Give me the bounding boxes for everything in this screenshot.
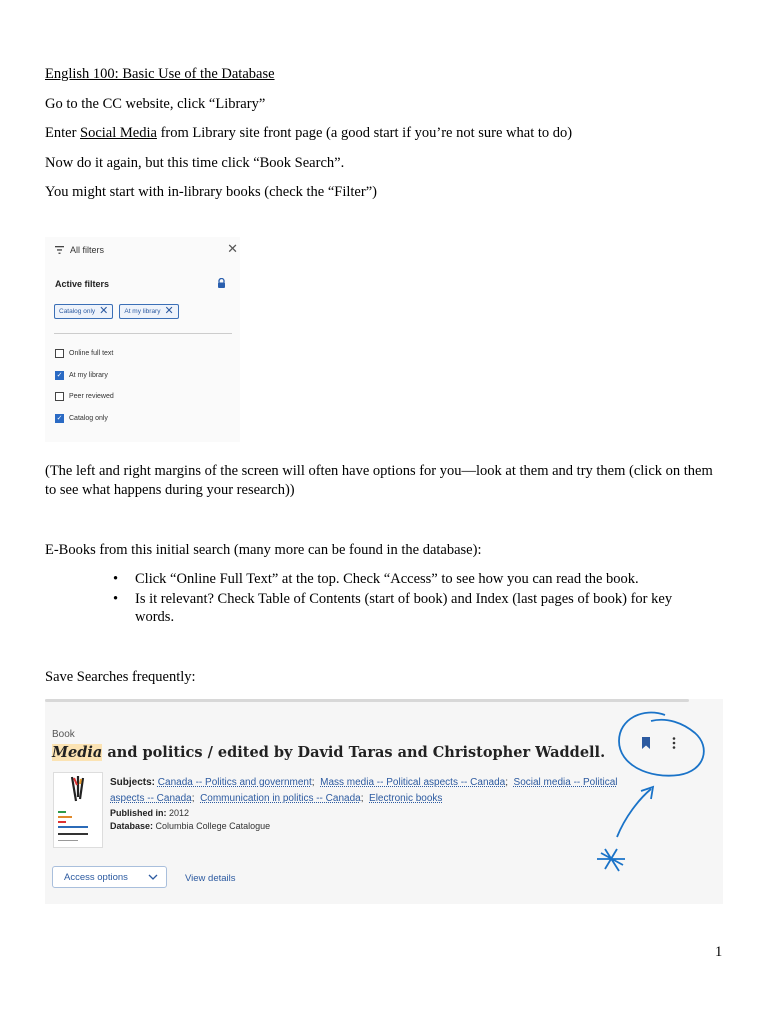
book-cover-image — [53, 772, 103, 848]
cover-stripe — [58, 816, 72, 818]
cover-art-icon — [68, 775, 88, 805]
filter-option-catalog-only[interactable] — [55, 414, 108, 423]
subjects-label: Subjects: — [110, 777, 156, 788]
filter-chip-catalog-only[interactable] — [54, 304, 113, 319]
filter-icon — [55, 246, 64, 254]
divider — [45, 699, 689, 702]
bullet-icon: • — [113, 591, 119, 607]
document-heading: English 100: Basic Use of the Database — [45, 66, 275, 82]
close-icon[interactable]: ✕ — [227, 241, 238, 256]
cover-stripe — [58, 826, 88, 828]
instruction-library: Go to the CC website, click “Library” — [45, 96, 266, 112]
filter-option-label: Peer reviewed — [69, 393, 114, 400]
active-filters-label: Active filters — [55, 279, 110, 289]
margins-paragraph: (The left and right margins of the screen will often have options for you—look at them and try them (click on them to see what happens during your research)) — [45, 463, 713, 498]
ebooks-intro: E-Books from this initial search (many more can be found in the database): — [45, 542, 482, 558]
divider — [54, 333, 232, 334]
subject-link[interactable]: Communication in politics -- Canada — [200, 793, 361, 804]
bookmark-icon[interactable] — [641, 737, 651, 749]
filter-chip-label: At my library — [124, 308, 161, 315]
database-row — [110, 820, 630, 833]
view-details-link[interactable]: View details — [185, 873, 236, 884]
list-item-text: Is it relevant? Check Table of Contents (start of book) and Index (last pages of book) for key words. — [135, 591, 673, 625]
filter-chip-at-my-library[interactable] — [119, 304, 178, 319]
subject-link[interactable]: Mass media -- Political aspects -- Canada — [320, 777, 506, 788]
cover-stripe — [58, 840, 78, 841]
bullet-icon: • — [113, 571, 119, 587]
checkbox-checked[interactable]: ✓ — [56, 415, 63, 422]
result-title[interactable] — [52, 744, 605, 761]
published-label: Published in: — [110, 808, 167, 818]
close-icon[interactable]: ✕ — [99, 305, 109, 317]
filter-option-peer-reviewed[interactable] — [55, 392, 114, 401]
instruction-enter-suffix: from Library site front page (a good start if you’re not sure what to do) — [156, 125, 573, 141]
filter-chip-label: Catalog only — [59, 308, 96, 315]
filter-option-label: Catalog only — [69, 415, 108, 422]
list-item — [113, 590, 713, 626]
instruction-filter: You might start with in-library books (check the “Filter”) — [45, 184, 377, 200]
filter-option-label: At my library — [69, 372, 108, 379]
checkbox[interactable] — [55, 349, 64, 358]
search-result-screenshot — [45, 699, 723, 904]
filter-option-label: Online full text — [69, 350, 114, 357]
instruction-book-search: Now do it again, but this time click “Book Search”. — [45, 155, 345, 171]
filters-title: All filters — [70, 245, 105, 255]
checkbox-checked[interactable]: ✓ — [56, 372, 63, 379]
cover-stripe — [58, 833, 88, 835]
list-item-text: Click “Online Full Text” at the top. Check “Access” to see how you can read the book. — [135, 571, 639, 587]
subject-link[interactable]: Social media -- Political aspects -- Canada — [110, 777, 618, 804]
subject-link[interactable]: Electronic books — [369, 793, 443, 804]
list-item — [113, 570, 713, 588]
filter-option-online-full-text[interactable] — [55, 349, 113, 358]
checkbox[interactable] — [55, 392, 64, 401]
access-options-button[interactable] — [52, 866, 167, 888]
lock-icon — [217, 278, 226, 288]
filter-option-at-my-library[interactable] — [55, 371, 108, 380]
instruction-enter-term: Social Media — [80, 125, 157, 141]
more-options-icon[interactable] — [672, 737, 676, 749]
active-filter-chips — [54, 304, 179, 319]
cover-stripe — [58, 821, 66, 823]
result-type: Book — [52, 729, 75, 740]
result-title-highlight: Media — [52, 744, 103, 761]
chevron-down-icon — [148, 874, 158, 880]
subject-link[interactable]: Canada -- Politics and government — [157, 777, 312, 788]
instruction-enter-prefix: Enter — [45, 125, 81, 141]
ebooks-bullet-list — [113, 570, 713, 628]
close-icon[interactable]: ✕ — [164, 305, 174, 317]
filters-header — [55, 245, 104, 255]
result-title-rest: and politics / edited by David Taras and Christopher Waddell. — [102, 744, 606, 761]
instruction-enter — [45, 124, 572, 142]
filters-panel-screenshot — [45, 237, 240, 442]
save-searches-line: Save Searches frequently: — [45, 669, 196, 685]
published-value: 2012 — [169, 808, 190, 818]
database-value: Columbia College Catalogue — [155, 821, 271, 831]
result-metadata: Subjects: Canada -- Politics and government; Mass media -- Political aspects -- Canada; Social media -- Political aspects -- Canada; Communication in politics -- Canada; Electronic books Published in: 2012 Database: Columbia College Catalogue — [110, 775, 630, 833]
published-row — [110, 807, 630, 820]
access-options-label: Access options — [64, 871, 128, 883]
page-number: 1 — [715, 944, 723, 960]
database-label: Database: — [110, 821, 154, 831]
cover-stripe — [58, 811, 66, 813]
